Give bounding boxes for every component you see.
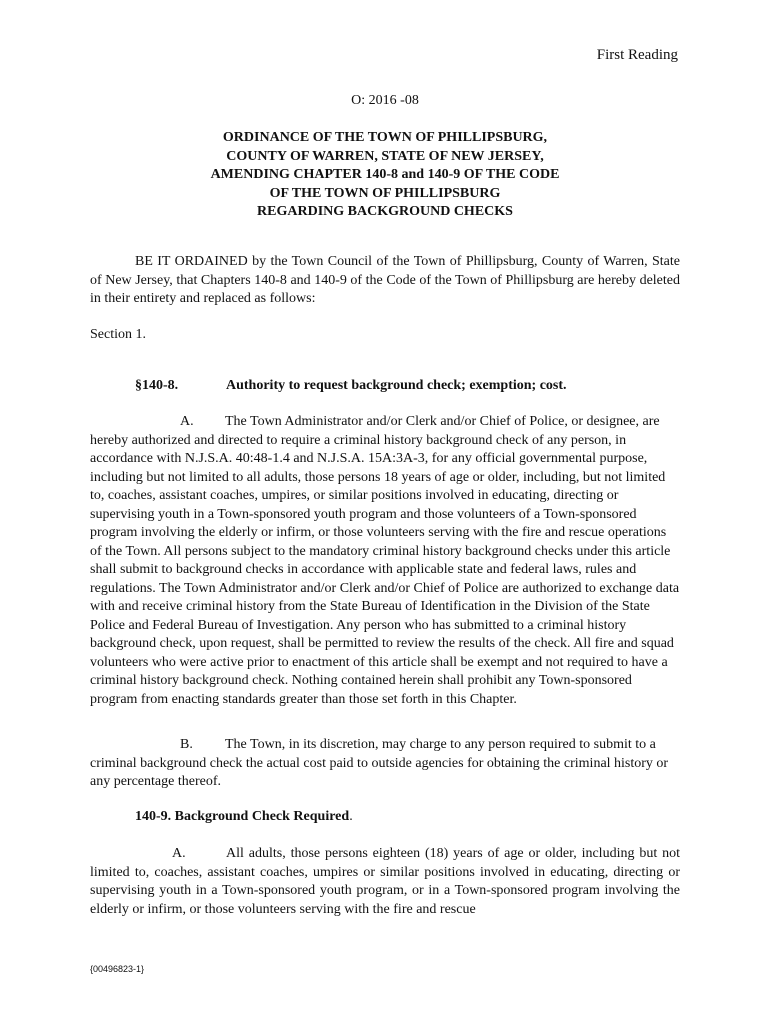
preamble-paragraph: BE IT ORDAINED by the Town Council of the Town of Phillipsburg, County of Warren, State of New Jersey, that Chapters 140-8 and 140-9 of the Code of the Town of Phillipsburg are hereby deleted in their entirety and replaced as follows: xyxy=(90,254,680,306)
section-140-9-heading xyxy=(135,808,680,827)
ordinance-number: O: 2016 -08 xyxy=(351,93,419,108)
section-140-8-number: §140-8. xyxy=(135,378,179,393)
section-140-9-item-a-paragraph xyxy=(90,845,680,919)
item-a-text: The Town Administrator and/or Clerk and/or Chief of Police, or designee, are hereby authorized and directed to require a criminal history background check of any person, in accordance with N.J.S.A. 40:48-1.4 and N.J.S.A. 15A:3A-3, for any official governmental purpose, including but not limited to all adults, those persons 18 years of age or older, including, but not limited to, coaches, assistant coaches, umpires, or similar positions involved in educating, directing or supervising youth in a Town-sponsored youth program and those volunteers of a Town-sponsored program involving the elderly or infirm, or those volunteers serving with the fire and rescue operations of the Town. All persons subject to the mandatory criminal history background checks under this article shall submit to background checks in accordance with applicable state and federal laws, rules and regulations. The Town Administrator and/or Clerk and/or Chief of Police are authorized to exchange data with and receive criminal history from the State Bureau of Identification in the Division of the State Police and Federal Bureau of Investigation. Any person who has submitted to a criminal history background check, upon request, shall be permitted to review the results of the check. All fire and squad volunteers who were active prior to enactment of this article shall be exempt and not required to have a criminal history background check. Nothing contained herein shall prohibit any Town-sponsored program from enacting standards greater than those set forth in this Chapter. xyxy=(90,414,680,707)
title-line: COUNTY OF WARREN, STATE OF NEW JERSEY, xyxy=(226,148,544,164)
item-a-paragraph xyxy=(90,413,680,709)
item-b-paragraph xyxy=(90,736,680,792)
title-line: OF THE TOWN OF PHILLIPSBURG xyxy=(269,185,501,201)
section-140-9-item-a-label: A. xyxy=(172,846,186,861)
document-id: {00496823-1} xyxy=(90,964,145,974)
section-140-9-heading-suffix: . xyxy=(349,809,353,824)
reading-label: First Reading xyxy=(596,47,678,63)
title-line: AMENDING CHAPTER 140-8 and 140-9 OF THE CODE xyxy=(210,167,560,182)
section-label: Section 1. xyxy=(90,327,146,342)
title-line: REGARDING BACKGROUND CHECKS xyxy=(257,204,513,219)
item-a-label: A. xyxy=(180,414,194,429)
section-140-9-heading-text: 140-9. Background Check Required xyxy=(135,809,350,824)
ordinance-title xyxy=(0,129,770,222)
item-b-text: The Town, in its discretion, may charge to any person required to submit to a criminal background check the actual cost paid to outside agencies for obtaining the criminal history or any percentage thereof. xyxy=(90,737,669,789)
title-line: ORDINANCE OF THE TOWN OF PHILLIPSBURG, xyxy=(222,130,548,145)
item-b-label: B. xyxy=(180,737,193,752)
section-140-8-title: Authority to request background check; exemption; cost. xyxy=(226,378,567,393)
section-140-9-item-a-text: All adults, those persons eighteen (18) years of age or older, including but not limited to, coaches, assistant coaches, umpires or similar positions involved in educating, directing or supervising youth in a Town-sponsored youth program, or in a Town-sponsored program involving the elderly or infirm, or those volunteers serving with the fire and rescue xyxy=(90,846,680,917)
